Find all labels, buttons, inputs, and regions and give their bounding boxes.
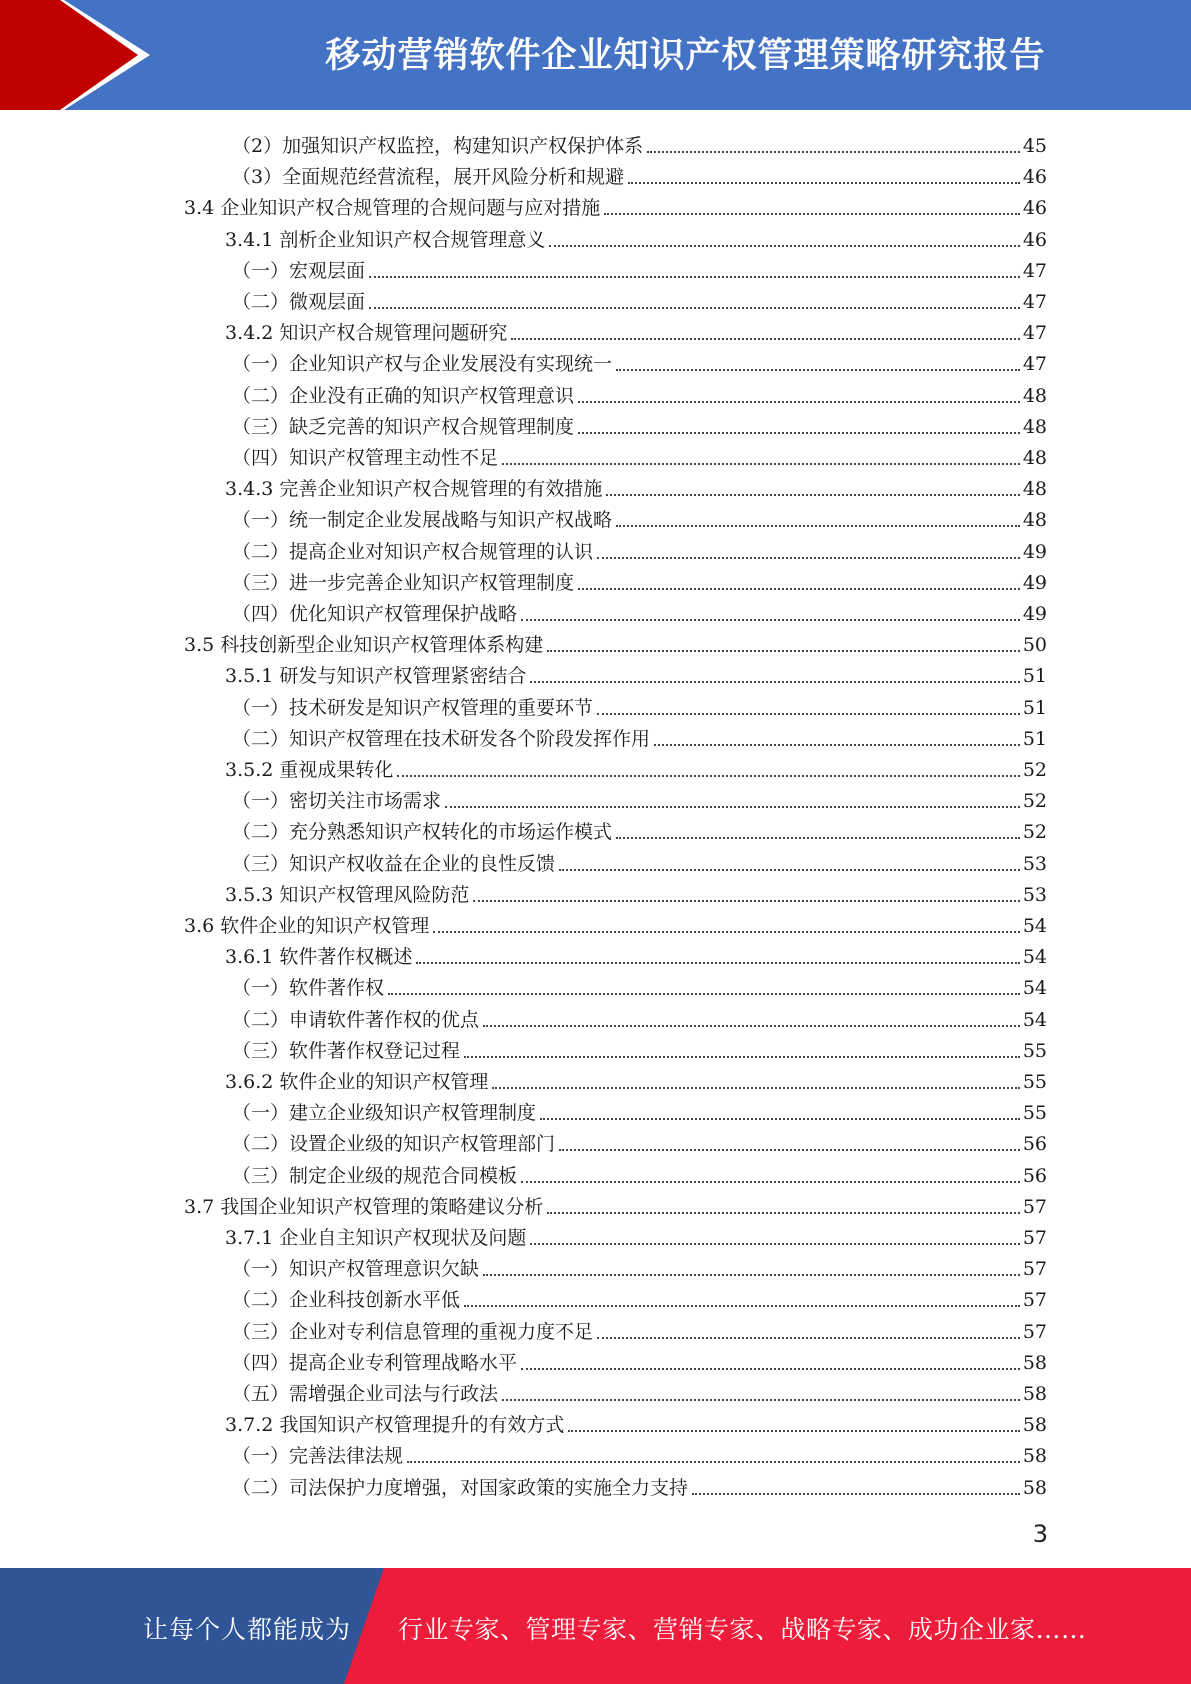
toc-entry-page: 53 [1022,853,1047,875]
toc-entry-page: 51 [1022,728,1047,750]
toc-entry-label: （二）提高企业对知识产权合规管理的认识 [232,541,594,563]
toc-entry-page: 46 [1022,166,1047,188]
toc-entry-label: （三）知识产权收益在企业的良性反馈 [232,853,556,875]
toc-entry[interactable] [225,470,1047,501]
toc-dot-leader [369,307,1020,309]
toc-entry[interactable] [232,252,1047,283]
toc-entry-page: 57 [1022,1289,1047,1311]
toc-entry-page: 54 [1022,977,1047,999]
toc-dot-leader [540,1118,1020,1120]
toc-dot-leader [692,1493,1020,1495]
toc-dot-leader [547,650,1020,652]
toc-entry[interactable] [232,377,1047,408]
toc-entry-page: 48 [1022,416,1047,438]
toc-dot-leader [578,432,1020,434]
toc-entry-page: 55 [1022,1040,1047,1062]
toc-entry-label: （三）制定企业级的规范合同模板 [232,1165,518,1187]
toc-entry[interactable] [232,283,1047,314]
toc-entry-label: （一）软件著作权 [232,977,385,999]
toc-entry[interactable] [225,1219,1047,1250]
toc-entry-label: （一）技术研发是知识产权管理的重要环节 [232,697,594,719]
toc-dot-leader [597,557,1020,559]
toc-entry-label: （2）加强知识产权监控，构建知识产权保护体系 [232,135,644,157]
toc-entry[interactable] [232,689,1047,720]
toc-entry-label: （四）提高企业专利管理战略水平 [232,1352,518,1374]
toc-entry-page: 53 [1022,884,1047,906]
toc-entry[interactable] [232,439,1047,470]
toc-entry-page: 47 [1022,291,1047,313]
toc-dot-leader [604,213,1020,215]
toc-entry-page: 47 [1022,353,1047,375]
toc-entry-page: 46 [1022,197,1047,219]
toc-entry-label: 3.4.1 剖析企业知识产权合规管理意义 [225,229,546,251]
toc-dot-leader [568,1430,1019,1432]
toc-entry-page: 58 [1022,1477,1047,1499]
toc-dot-leader [654,744,1020,746]
toc-entry[interactable] [232,1469,1047,1500]
toc-dot-leader [445,806,1020,808]
toc-entry-label: （二）企业科技创新水平低 [232,1289,461,1311]
toc-entry-page: 56 [1022,1165,1047,1187]
toc-entry-label: 3.4 企业知识产权合规管理的合规问题与应对措施 [184,197,601,219]
toc-entry-label: （一）建立企业级知识产权管理制度 [232,1102,537,1124]
toc-dot-leader [511,338,1019,340]
toc-entry-page: 49 [1022,541,1047,563]
toc-entry-page: 55 [1022,1102,1047,1124]
toc-dot-leader [606,494,1019,496]
toc-entry-label: 3.7.2 我国知识产权管理提升的有效方式 [225,1414,565,1436]
toc-entry-page: 58 [1022,1414,1047,1436]
toc-entry-label: （二）设置企业级的知识产权管理部门 [232,1133,556,1155]
toc-entry[interactable] [184,907,1047,938]
toc-dot-leader [464,1305,1020,1307]
toc-dot-leader [502,1399,1020,1401]
toc-entry-label: （一）统一制定企业发展战略与知识产权战略 [232,509,613,531]
toc-entry-page: 57 [1022,1227,1047,1249]
toc-entry-label: 3.6.1 软件著作权概述 [225,946,413,968]
toc-entry-page: 46 [1022,229,1047,251]
page-header [0,0,1191,110]
toc-dot-leader [597,1337,1020,1339]
toc-entry[interactable] [232,1001,1047,1032]
toc-dot-leader [547,1212,1020,1214]
toc-entry-label: 3.6.2 软件企业的知识产权管理 [225,1071,489,1093]
toc-entry-page: 49 [1022,572,1047,594]
toc-entry-label: （三）软件著作权登记过程 [232,1040,461,1062]
toc-dot-leader [616,525,1020,527]
toc-entry[interactable] [232,969,1047,1000]
toc-entry[interactable] [232,1281,1047,1312]
toc-dot-leader [530,681,1019,683]
toc-entry-label: 3.5.1 研发与知识产权管理紧密结合 [225,665,527,687]
toc-entry[interactable] [232,1094,1047,1125]
toc-entry-page: 55 [1022,1071,1047,1093]
toc-dot-leader [502,463,1020,465]
toc-entry-page: 58 [1022,1445,1047,1467]
toc-dot-leader [473,900,1019,902]
toc-entry[interactable] [225,751,1047,782]
toc-dot-leader [530,1243,1019,1245]
toc-dot-leader [578,401,1020,403]
toc-entry[interactable] [232,1032,1047,1063]
toc-entry[interactable] [232,720,1047,751]
toc-dot-leader [397,775,1019,777]
toc-dot-leader [628,182,1020,184]
toc-entry-label: 3.4.2 知识产权合规管理问题研究 [225,322,508,344]
toc-dot-leader [483,1274,1020,1276]
toc-entry-label: （一）密切关注市场需求 [232,790,442,812]
toc-entry-page: 50 [1022,634,1047,656]
toc-entry[interactable] [225,938,1047,969]
toc-entry[interactable] [225,1063,1047,1094]
toc-entry-label: （二）司法保护力度增强，对国家政策的实施全力支持 [232,1477,689,1499]
toc-dot-leader [521,1368,1020,1370]
toc-entry[interactable] [232,501,1047,532]
toc-entry-label: （三）企业对专利信息管理的重视力度不足 [232,1321,594,1343]
toc-entry-label: （四）优化知识产权管理保护战略 [232,603,518,625]
toc-entry-label: （四）知识产权管理主动性不足 [232,447,499,469]
toc-entry-page: 48 [1022,509,1047,531]
toc-entry[interactable] [232,845,1047,876]
footer-slogan-right: 行业专家、管理专家、营销专家、战略专家、成功企业家…… [398,1615,1087,1644]
toc-entry[interactable] [225,221,1047,252]
toc-entry-page: 52 [1022,759,1047,781]
toc-entry-page: 48 [1022,447,1047,469]
toc-entry[interactable] [232,595,1047,626]
toc-dot-leader [492,1087,1019,1089]
toc-entry[interactable] [225,657,1047,688]
toc-entry[interactable] [225,1406,1047,1437]
toc-entry-page: 57 [1022,1258,1047,1280]
toc-entry[interactable] [232,1250,1047,1281]
toc-dot-leader [549,245,1019,247]
toc-entry-page: 54 [1022,946,1047,968]
toc-entry-label: 3.5 科技创新型企业知识产权管理体系构建 [184,634,544,656]
toc-dot-leader [521,619,1020,621]
toc-entry-page: 51 [1022,697,1047,719]
footer-slogan-left: 让每个人都能成为 [143,1615,352,1644]
toc-dot-leader [483,1025,1020,1027]
toc-entry[interactable] [232,1344,1047,1375]
toc-entry-label: 3.6 软件企业的知识产权管理 [184,915,430,937]
toc-entry[interactable] [225,314,1047,345]
toc-entry-label: 3.4.3 完善企业知识产权合规管理的有效措施 [225,478,603,500]
toc-entry-label: （3）全面规范经营流程，展开风险分析和规避 [232,166,625,188]
toc-dot-leader [416,962,1019,964]
toc-entry-label: （五）需增强企业司法与行政法 [232,1383,499,1405]
toc-entry[interactable] [232,1437,1047,1468]
toc-entry-page: 57 [1022,1321,1047,1343]
toc-entry-label: 3.5.2 重视成果转化 [225,759,394,781]
toc-entry-label: 3.7 我国企业知识产权管理的策略建议分析 [184,1196,544,1218]
toc-entry[interactable] [232,408,1047,439]
toc-entry[interactable] [232,782,1047,813]
toc-dot-leader [559,869,1020,871]
red-arrow-decoration [0,0,160,110]
toc-entry-label: 3.7.1 企业自主知识产权现状及问题 [225,1227,527,1249]
toc-entry-page: 47 [1022,322,1047,344]
toc-entry-page: 54 [1022,1009,1047,1031]
toc-entry[interactable] [232,1157,1047,1188]
toc-entry[interactable] [225,876,1047,907]
toc-entry-page: 52 [1022,821,1047,843]
page-footer [0,1568,1191,1684]
toc-entry-label: （一）知识产权管理意识欠缺 [232,1258,480,1280]
toc-entry[interactable] [232,127,1047,158]
toc-entry-page: 52 [1022,790,1047,812]
toc-entry[interactable] [232,813,1047,844]
toc-entry-page: 45 [1022,135,1047,157]
toc-entry-page: 51 [1022,665,1047,687]
toc-entry[interactable] [232,158,1047,189]
toc-dot-leader [559,1149,1020,1151]
toc-entry-label: （一）完善法律法规 [232,1445,404,1467]
toc-dot-leader [433,931,1020,933]
toc-entry-label: （二）微观层面 [232,291,366,313]
toc-entry-label: （二）充分熟悉知识产权转化的市场运作模式 [232,821,613,843]
toc-entry-page: 47 [1022,260,1047,282]
toc-entry-page: 48 [1022,478,1047,500]
document-title: 移动营销软件企业知识产权管理策略研究报告 [325,36,1046,76]
toc-entry[interactable] [184,626,1047,657]
toc-dot-leader [578,588,1020,590]
toc-entry[interactable] [184,1188,1047,1219]
toc-entry[interactable] [232,1375,1047,1406]
toc-entry-page: 57 [1022,1196,1047,1218]
toc-dot-leader [369,276,1020,278]
toc-entry-page: 48 [1022,385,1047,407]
toc-dot-leader [464,1056,1020,1058]
toc-entry-label: （二）知识产权管理在技术研发各个阶段发挥作用 [232,728,651,750]
toc-entry[interactable] [184,189,1047,220]
toc-entry-page: 56 [1022,1133,1047,1155]
toc-entry-label: （三）进一步完善企业知识产权管理制度 [232,572,575,594]
toc-entry-label: （二）企业没有正确的知识产权管理意识 [232,385,575,407]
toc-entry-page: 58 [1022,1352,1047,1374]
toc-dot-leader [647,151,1020,153]
toc-entry-label: （一）宏观层面 [232,260,366,282]
toc-dot-leader [616,837,1020,839]
toc-dot-leader [407,1461,1020,1463]
toc-entry[interactable] [232,1313,1047,1344]
toc-entry[interactable] [232,564,1047,595]
toc-entry-page: 54 [1022,915,1047,937]
toc-entry[interactable] [232,1125,1047,1156]
toc-entry-label: （三）缺乏完善的知识产权合规管理制度 [232,416,575,438]
toc-entry-page: 49 [1022,603,1047,625]
toc-entry[interactable] [232,533,1047,564]
toc-entry[interactable] [232,345,1047,376]
toc-entry-label: 3.5.3 知识产权管理风险防范 [225,884,470,906]
toc-dot-leader [521,1181,1020,1183]
toc-dot-leader [597,713,1020,715]
toc-entry-label: （一）企业知识产权与企业发展没有实现统一 [232,353,613,375]
toc-entry-label: （二）申请软件著作权的优点 [232,1009,480,1031]
toc-entry-page: 58 [1022,1383,1047,1405]
toc-dot-leader [388,993,1020,995]
toc-dot-leader [616,369,1020,371]
page-number: 3 [1032,1520,1048,1548]
